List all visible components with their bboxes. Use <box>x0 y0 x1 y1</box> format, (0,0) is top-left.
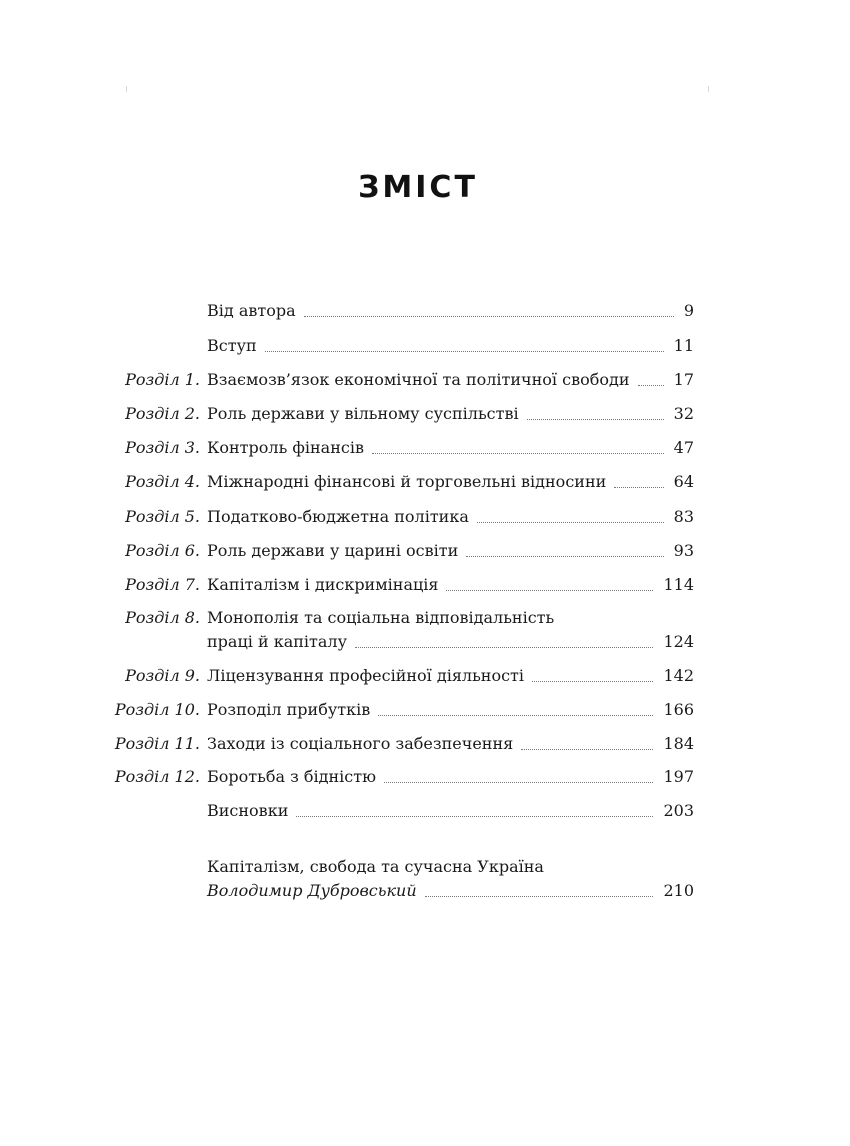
toc-row <box>207 700 694 720</box>
entry-title: Роль держави у царині освіти <box>207 541 459 560</box>
page-number: 166 <box>663 700 694 719</box>
chapter-label: Розділ 2. <box>125 404 200 423</box>
toc-row <box>207 632 694 652</box>
entry-title: Податково-бюджетна політика <box>207 507 469 526</box>
dot-leader <box>532 681 653 682</box>
toc-row <box>207 734 694 754</box>
entry-title: Розподіл прибутків <box>207 700 371 719</box>
toc-row <box>207 404 694 424</box>
chapter-label: Розділ 9. <box>125 666 200 685</box>
entry-title: Ліцензування професійної діяльності <box>207 666 525 685</box>
toc-row <box>207 801 694 821</box>
crop-mark-right <box>708 86 709 92</box>
toc-row <box>207 370 694 390</box>
toc-row <box>207 507 694 527</box>
chapter-label: Розділ 10. <box>114 700 200 719</box>
toc-row <box>207 881 694 901</box>
dot-leader <box>527 419 664 420</box>
chapter-label: Розділ 1. <box>125 370 200 389</box>
dot-leader <box>296 816 653 817</box>
chapter-label: Розділ 11. <box>114 734 200 753</box>
dot-leader <box>355 647 653 648</box>
dot-leader <box>265 351 664 352</box>
entry-title: Міжнародні фінансові й торговельні відносини <box>207 472 607 491</box>
dot-leader <box>638 385 664 386</box>
toc-row <box>207 438 694 458</box>
entry-title: Заходи із соціального забезпечення <box>207 734 514 753</box>
dot-leader <box>304 316 674 317</box>
chapter-label: Розділ 5. <box>125 507 200 526</box>
page-number: 114 <box>663 575 694 594</box>
page-number: 9 <box>683 301 694 320</box>
toc-row <box>207 666 694 686</box>
dot-leader <box>425 896 654 897</box>
page-number: 32 <box>673 404 694 423</box>
dot-leader <box>466 556 663 557</box>
page-number: 142 <box>663 666 694 685</box>
toc-row <box>207 301 694 321</box>
toc-row <box>207 541 694 561</box>
page-number: 83 <box>673 507 694 526</box>
dot-leader <box>378 715 653 716</box>
entry-title: Капіталізм і дискримінація <box>207 575 439 594</box>
entry-title: Від автора <box>207 301 296 320</box>
dot-leader <box>372 453 664 454</box>
toc-row <box>207 575 694 595</box>
page-number: 11 <box>673 336 694 355</box>
entry-title: праці й капіталу <box>207 632 347 651</box>
toc-row <box>207 767 694 787</box>
entry-title: Вступ <box>207 336 257 355</box>
appendix-author: Володимир Дубровський <box>207 881 417 900</box>
chapter-label: Розділ 3. <box>125 438 200 457</box>
entry-title: Роль держави у вільному суспільстві <box>207 404 519 423</box>
chapter-label: Розділ 8. <box>125 608 200 627</box>
page-number: 197 <box>663 767 694 786</box>
entry-title: Контроль фінансів <box>207 438 364 457</box>
chapter-label: Розділ 6. <box>125 541 200 560</box>
toc-row <box>207 336 694 356</box>
entry-title: Взаємозв’язок економічної та політичної свободи <box>207 370 630 389</box>
appendix-title: Капіталізм, свобода та сучасна Україна <box>207 857 544 876</box>
dot-leader <box>446 590 653 591</box>
chapter-label: Розділ 12. <box>114 767 200 786</box>
page-number: 184 <box>663 734 694 753</box>
entry-title-line-1: Монополія та соціальна відповідальність <box>207 608 555 627</box>
chapter-label: Розділ 4. <box>125 472 200 491</box>
page-title: ЗМІСТ <box>358 170 478 205</box>
dot-leader <box>477 522 664 523</box>
dot-leader <box>614 487 663 488</box>
page-number: 47 <box>673 438 694 457</box>
entry-title: Висновки <box>207 801 289 820</box>
crop-mark-left <box>126 86 127 92</box>
page-number: 17 <box>673 370 694 389</box>
page-number: 93 <box>673 541 694 560</box>
page-number: 210 <box>663 881 694 900</box>
page-number: 203 <box>663 801 694 820</box>
dot-leader <box>521 749 653 750</box>
toc-row <box>207 472 694 492</box>
page-number: 64 <box>673 472 694 491</box>
chapter-label: Розділ 7. <box>125 575 200 594</box>
entry-title: Боротьба з бідністю <box>207 767 377 786</box>
dot-leader <box>384 782 653 783</box>
page-number: 124 <box>663 632 694 651</box>
